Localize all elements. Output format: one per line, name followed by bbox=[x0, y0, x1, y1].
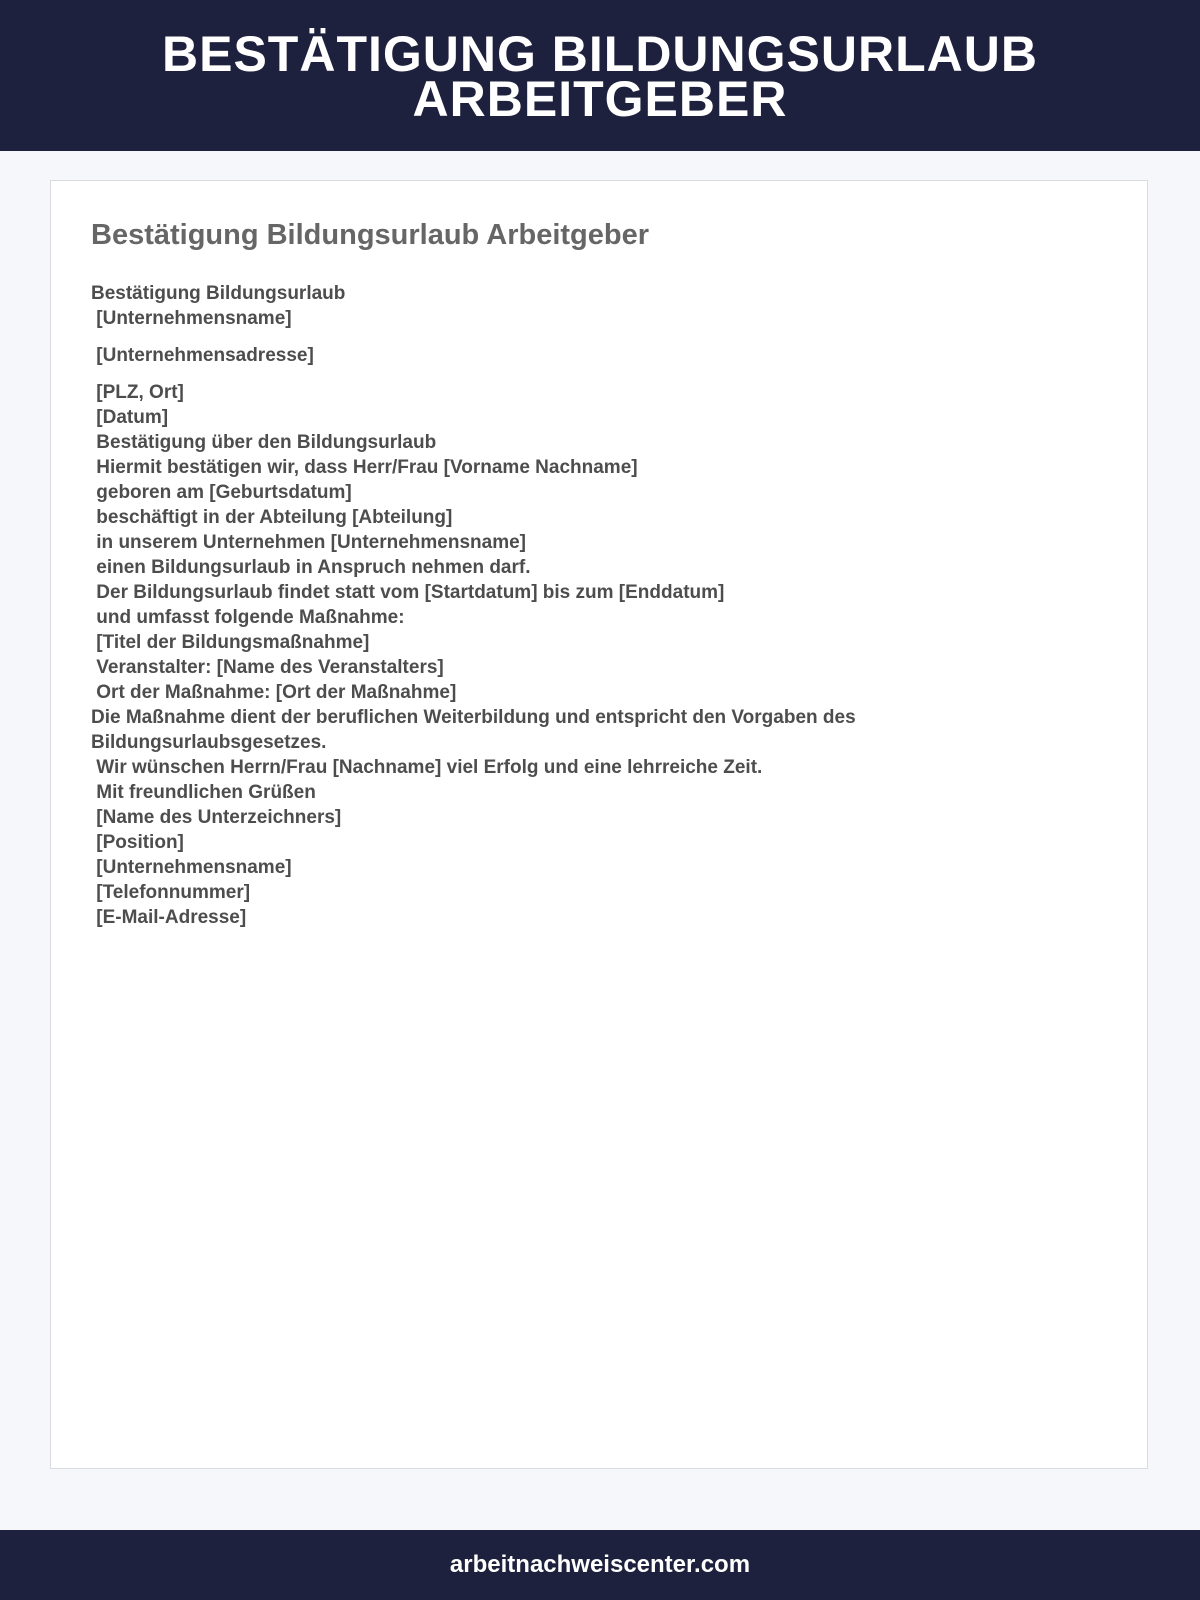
letter-line: einen Bildungsurlaub in Anspruch nehmen darf. bbox=[91, 557, 531, 578]
letter-line: [Name des Unterzeichners] bbox=[91, 807, 342, 828]
letter-line: [Unternehmensadresse] bbox=[91, 345, 314, 366]
footer-site-link[interactable]: arbeitnachweiscenter.com bbox=[449, 1551, 751, 1578]
letter-line: Bestätigung über den Bildungsurlaub bbox=[91, 432, 437, 453]
page-title: BESTÄTIGUNG BILDUNGSURLAUB ARBEITGEBER bbox=[162, 25, 1038, 127]
letter-line: [E-Mail-Adresse] bbox=[91, 907, 247, 928]
document-title: Bestätigung Bildungsurlaub Arbeitgeber bbox=[91, 219, 650, 251]
letter-line: Wir wünschen Herrn/Frau [Nachname] viel Erfolg und eine lehrreiche Zeit. bbox=[91, 757, 763, 778]
letter-line: Veranstalter: [Name des Veranstalters] bbox=[91, 657, 444, 678]
letter-line: geboren am [Geburtsdatum] bbox=[91, 482, 352, 503]
letter-line: in unserem Unternehmen [Unternehmensname] bbox=[91, 532, 526, 553]
letter-line: Die Maßnahme dient der beruflichen Weiterbildung und entspricht den Vorgaben des Bildungsurlaubsgesetzes. bbox=[91, 707, 861, 753]
letter-line: Bestätigung Bildungsurlaub bbox=[91, 283, 346, 304]
letter-line: und umfasst folgende Maßnahme: bbox=[91, 607, 405, 628]
letter-line: Hiermit bestätigen wir, dass Herr/Frau [Vorname Nachname] bbox=[91, 457, 638, 478]
page-header bbox=[0, 0, 1200, 151]
letter-line: [Unternehmensname] bbox=[91, 857, 292, 878]
page-footer bbox=[0, 1530, 1200, 1600]
letter-body bbox=[91, 281, 971, 930]
letter-line: beschäftigt in der Abteilung [Abteilung] bbox=[91, 507, 453, 528]
letter-line: [Telefonnummer] bbox=[91, 882, 251, 903]
letter-line: [Unternehmensname] bbox=[91, 308, 292, 329]
letter-line: [PLZ, Ort] bbox=[91, 382, 184, 403]
letter-line: Der Bildungsurlaub findet statt vom [Startdatum] bis zum [Enddatum] bbox=[91, 582, 725, 603]
letter-line: Mit freundlichen Grüßen bbox=[91, 782, 316, 803]
letter-line: [Datum] bbox=[91, 407, 169, 428]
letter-line: [Position] bbox=[91, 832, 184, 853]
letter-line: [Titel der Bildungsmaßnahme] bbox=[91, 632, 370, 653]
document-card bbox=[50, 180, 1148, 1469]
letter-line: Ort der Maßnahme: [Ort der Maßnahme] bbox=[91, 682, 457, 703]
